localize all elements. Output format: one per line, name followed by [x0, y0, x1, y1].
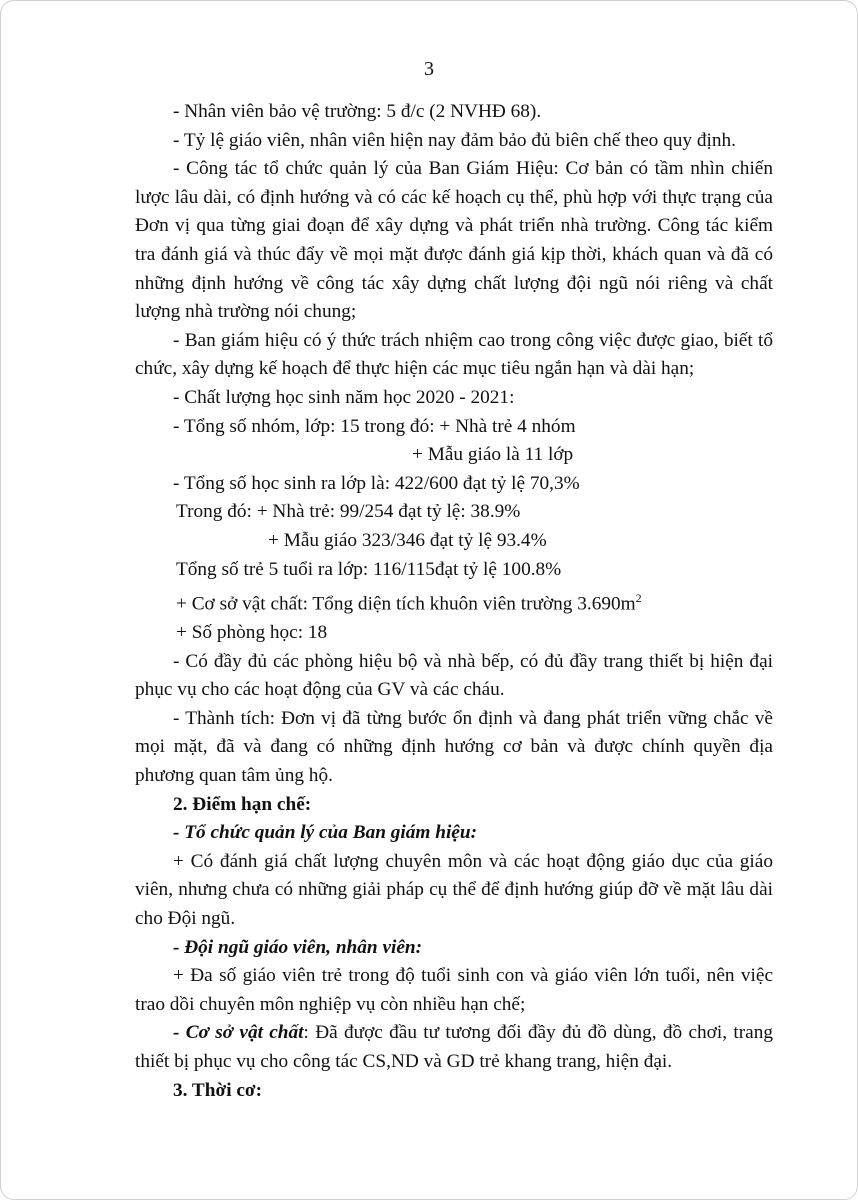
- page-number: 3: [424, 58, 434, 80]
- heading-opportunities: 3. Thời cơ:: [173, 1079, 263, 1101]
- paragraph-management-limitation: + Có đánh giá chất lượng chuyên môn và các hoạt động giáo dục của giáo viên, nhưng chưa có những giải pháp cụ thể để định hướng giúp đỡ về mặt lâu dài cho Đội ngũ.: [135, 850, 773, 930]
- paragraph-student-quality: - Chất lượng học sinh năm học 2020 - 2021:: [173, 386, 515, 408]
- paragraph-security-staff: - Nhân viên bảo vệ trường: 5 đ/c (2 NVHĐ 68).: [173, 101, 542, 122]
- heading-limitations: 2. Điểm hạn chế:: [173, 793, 312, 815]
- subheading-management: - Tổ chức quản lý của Ban giám hiệu:: [173, 822, 477, 844]
- paragraph-classroom-count: + Số phòng học: 18: [176, 622, 328, 644]
- paragraph-facilities-limitation: [135, 1019, 773, 1076]
- subheading-facilities: - Cơ sở vật chất: [173, 1022, 304, 1044]
- paragraph-class-count: - Tổng số nhóm, lớp: 15 trong đó: + Nhà trẻ 4 nhóm: [173, 415, 576, 437]
- paragraph-equipment: - Có đầy đủ các phòng hiệu bộ và nhà bếp, có đủ đầy trang thiết bị hiện đại phục vụ cho các hoạt động của GV và các cháu.: [135, 650, 773, 701]
- superscript-2: 2: [635, 591, 642, 606]
- paragraph-enrollment-total: - Tổng số học sinh ra lớp là: 422/600 đạt tỷ lệ 70,3%: [173, 472, 580, 494]
- facilities-area-text: + Cơ sở vật chất: Tổng diện tích khuôn viên trường 3.690m: [176, 593, 636, 615]
- facilities-limitation-text: : Đã được đầu tư tương đối đầy đủ đồ dùng, đồ chơi, trang thiết bị phục vụ cho công tác CS,ND và GD trẻ khang trang, hiện đại.: [135, 1022, 773, 1073]
- paragraph-management: - Công tác tổ chức quản lý của Ban Giám Hiệu: Cơ bản có tầm nhìn chiến lược lâu dài, có định hướng và có các kế hoạch cụ thể, phù hợp với thực trạng của Đơn vị qua từng giai đoạn để xây dựng và phát triển nhà trường. Công tác kiểm tra đánh giá và thúc đẩy về mọi mặt được đánh giá kịp thời, khách quan và đã có những định hướng về công tác xây dựng chất lượng đội ngũ nói riêng và chất lượng nhà trường nói chung;: [135, 158, 773, 323]
- paragraph-kindergarten-classes: + Mẫu giáo là 11 lớp: [412, 444, 574, 466]
- paragraph-kindergarten-rate: + Mẫu giáo 323/346 đạt tỷ lệ 93.4%: [268, 529, 547, 551]
- paragraph-board-responsibility: - Ban giám hiệu có ý thức trách nhiệm cao trong công việc được giao, biết tổ chức, xây dựng kế hoạch để thực hiện các mục tiêu ngắn hạn và dài hạn;: [135, 329, 773, 380]
- paragraph-nursery-rate: Trong đó: + Nhà trẻ: 99/254 đạt tỷ lệ: 38.9%: [176, 501, 521, 523]
- paragraph-facilities-area: [135, 584, 773, 619]
- paragraph-achievements: - Thành tích: Đơn vị đã từng bước ổn định và đang phát triển vững chắc về mọi mặt, đã và đang có những định hướng cơ bản và được chính quyền địa phương quan tâm ủng hộ.: [135, 707, 773, 787]
- paragraph-staff-limitation: + Đa số giáo viên trẻ trong độ tuổi sinh con và giáo viên lớn tuổi, nên việc trao dồi chuyên môn nghiệp vụ còn nhiều hạn chế;: [135, 965, 773, 1015]
- paragraph-staff-ratio: - Tỷ lệ giáo viên, nhân viên hiện nay đảm bảo đủ biên chế theo quy định.: [173, 129, 736, 151]
- document-body: [135, 98, 773, 1105]
- subheading-staff: - Đội ngũ giáo viên, nhân viên:: [173, 936, 423, 958]
- paragraph-five-year-olds: Tổng số trẻ 5 tuổi ra lớp: 116/115đạt tỷ lệ 100.8%: [176, 558, 562, 580]
